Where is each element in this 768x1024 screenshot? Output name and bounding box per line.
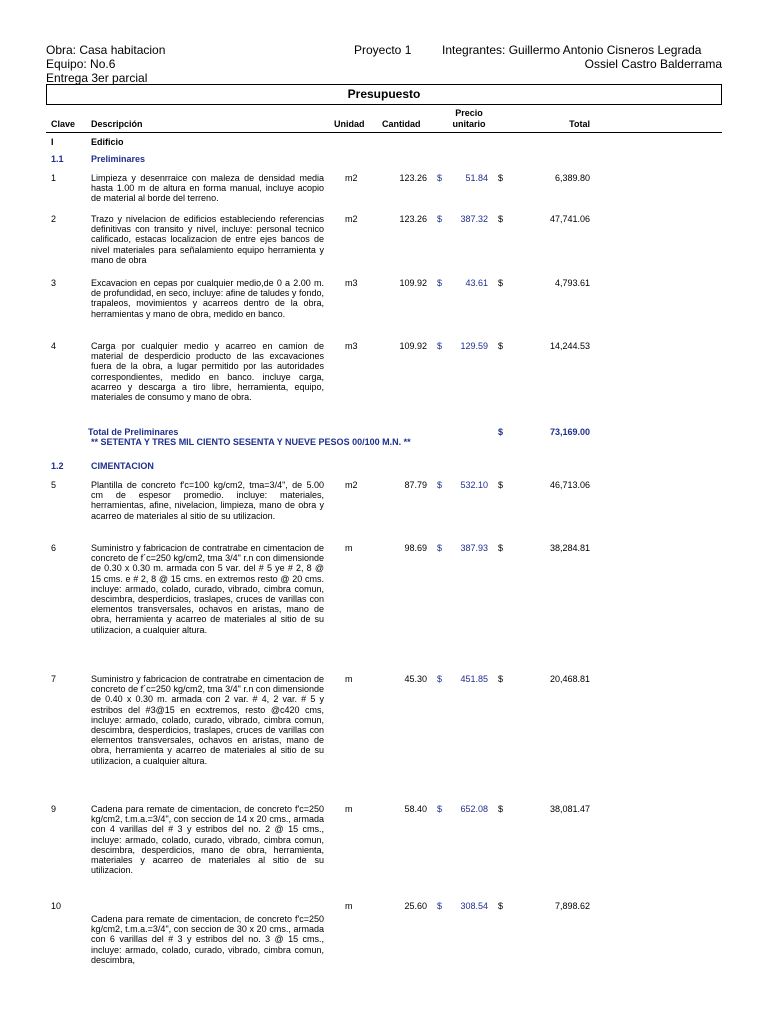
price-currency: $ xyxy=(437,480,443,490)
item-description: Suministro y fabricacion de contratrabe en cimentacion de concreto de f´c=250 kg/cm2, tma 3/4" r.n con dimensionde de 0.30 x 0.30 m. armada con 5 var. del # 5 ye # 2, 8 @ 15 cms. e # 2, 8 @ 15 cms. en extremos resto @ 20 cms. incluye: armado, colado, curado, vibrado, cimbra comun, descimbra, desperdicios, traslapes, cruces de varillas con elementos transversales, ochavos en aristas, mano de obra, herramienta y acarreo de materiales al sitio de su utilizacion, a cualquier altura. xyxy=(91,543,324,635)
sheet-title: Presupuesto xyxy=(347,87,421,101)
total-currency: $ xyxy=(498,674,504,684)
item-description: Trazo y nivelacion de edificios estableciendo referencias definitivas con transito y nivel, incluye: personal tecnico calificado, estacas localizacion de entre ejes bancos de nivel materiales para señalamiento equipo herramienta y mano de obra xyxy=(91,214,324,265)
price-currency: $ xyxy=(437,214,443,224)
item-unidad: m3 xyxy=(345,341,358,351)
total-currency: $ xyxy=(498,543,504,553)
integrante-2-label: Ossiel Castro Balderrama xyxy=(584,57,722,71)
item-total: 38,284.81 xyxy=(549,543,590,553)
section-total-value: 73,169.00 xyxy=(549,427,590,437)
price-currency: $ xyxy=(437,543,443,553)
price-currency: $ xyxy=(437,674,443,684)
item-description: Limpieza y desenrraice con maleza de densidad media hasta 1.00 m de altura en forma manual, incluye acopio de material al borde del terreno. xyxy=(91,173,324,204)
item-precio: 451.85 xyxy=(460,674,488,684)
item-clave: 5 xyxy=(51,480,57,490)
total-currency: $ xyxy=(498,480,504,490)
item-precio: 652.08 xyxy=(460,804,488,814)
item-total: 4,793.61 xyxy=(554,278,590,288)
price-currency: $ xyxy=(437,278,443,288)
item-total: 6,389.80 xyxy=(554,173,590,183)
item-total: 38,081.47 xyxy=(549,804,590,814)
item-unidad: m2 xyxy=(345,214,358,224)
item-precio: 43.61 xyxy=(465,278,488,288)
item-cantidad: 98.69 xyxy=(404,543,427,553)
item-unidad: m xyxy=(345,804,353,814)
item-clave: 10 xyxy=(51,901,62,911)
col-descripcion: Descripción xyxy=(91,119,143,129)
item-cantidad: 25.60 xyxy=(404,901,427,911)
total-currency: $ xyxy=(498,341,504,351)
obra-label: Obra: Casa habitacion xyxy=(46,43,166,57)
group-label: Edificio xyxy=(91,137,124,147)
item-total: 47,741.06 xyxy=(549,214,590,224)
item-precio: 532.10 xyxy=(460,480,488,490)
item-total: 20,468.81 xyxy=(549,674,590,684)
price-currency: $ xyxy=(437,173,443,183)
item-unidad: m xyxy=(345,674,353,684)
item-cantidad: 123.26 xyxy=(399,214,427,224)
integrantes-label: Integrantes: Guillermo Antonio Cisneros Legrada xyxy=(442,43,702,57)
section-total-words: ** SETENTA Y TRES MIL CIENTO SESENTA Y NUEVE PESOS 00/100 M.N. ** xyxy=(91,437,411,447)
equipo-label: Equipo: No.6 xyxy=(46,57,116,71)
price-currency: $ xyxy=(437,901,443,911)
item-total: 7,898.62 xyxy=(554,901,590,911)
item-clave: 2 xyxy=(51,214,57,224)
item-cantidad: 109.92 xyxy=(399,341,427,351)
item-description: Cadena para remate de cimentacion, de concreto f'c=250 kg/cm2, t.m.a.=3/4", con seccion de 30 x 20 cms., armada con 6 varillas del # 3 y estribos del no. 3 @ 15 cms., incluye: armado, colado, curado, vibrado, cimbra comun, descimbra, xyxy=(91,914,324,965)
entrega-label: Entrega 3er parcial xyxy=(46,71,148,85)
section-clave: 1.2 xyxy=(51,461,64,471)
col-cantidad: Cantidad xyxy=(382,119,421,129)
item-clave: 9 xyxy=(51,804,57,814)
group-clave: I xyxy=(51,137,54,147)
item-cantidad: 45.30 xyxy=(404,674,427,684)
item-description: Cadena para remate de cimentacion, de concreto f'c=250 kg/cm2, t.m.a.=3/4", con seccion de 14 x 20 cms., armada con 4 varillas del # 3 y estribos del no. 2 @ 15 cms., incluye: armado, colado, curado, vibrado, cimbra comun, descimbra, desperdicios, mano de obra, herramienta, materiales y acarreo de materiales al sitio de su utilizacion. xyxy=(91,804,324,876)
total-currency: $ xyxy=(498,804,504,814)
item-clave: 6 xyxy=(51,543,57,553)
item-clave: 7 xyxy=(51,674,57,684)
item-clave: 3 xyxy=(51,278,57,288)
item-precio: 129.59 xyxy=(460,341,488,351)
section-title: CIMENTACION xyxy=(91,461,154,471)
header-bottom-rule xyxy=(46,132,722,133)
item-description: Excavacion en cepas por cualquier medio,de 0 a 2.00 m. de profundidad, en seco, incluye: afine de taludes y fondo, trapaleos, movimientos y acarreos dentro de la obra, herramientas y mano de obra, medido en banco. xyxy=(91,278,324,319)
section-total-currency: $ xyxy=(498,427,504,437)
col-precio-line2: unitario xyxy=(452,119,486,129)
section-total-label: Total de Preliminares xyxy=(88,427,179,437)
price-currency: $ xyxy=(437,341,443,351)
item-unidad: m2 xyxy=(345,480,358,490)
price-currency: $ xyxy=(437,804,443,814)
item-description: Carga por cualquier medio y acarreo en camion de material de desperdicio producto de las excavaciones fuera de la obra, a lugar permitido por las autoridades correspondientes, medido en banco. incluye carga, acarreo y descarga a tiro libre, herramienta, equipo, materiales de consumo y mano de obra. xyxy=(91,341,324,403)
item-cantidad: 58.40 xyxy=(404,804,427,814)
col-precio-line1: Precio xyxy=(455,108,483,118)
item-total: 46,713.06 xyxy=(549,480,590,490)
section-title: Preliminares xyxy=(91,154,146,164)
col-clave: Clave xyxy=(51,119,76,129)
col-unidad: Unidad xyxy=(334,119,365,129)
item-cantidad: 87.79 xyxy=(404,480,427,490)
total-currency: $ xyxy=(498,173,504,183)
item-description: Plantilla de concreto f'c=100 kg/cm2, tma=3/4", de 5.00 cm de espesor promedio. incluye: materiales, herramientas, afine, nivelacion, limpieza, mano de obra y acarreo de materiales al sitio de su utilizacion. xyxy=(91,480,324,521)
item-description: Suministro y fabricacion de contratrabe en cimentacion de concreto de f´c=250 kg/cm2, tma 3/4" r.n con dimensionde de 0.40 x 0.30 m. armada con 2 var. # 4, 2 var. # 5 y estribos del #3@15 en ecxtremos, resto @c420 cms, incluye: armado, colado, curado, vibrado, cimbra comun, descimbra, desperdicios, traslapes, cruces de varillas con elementos transversales, ochavos en aristas, mano de obra, herramienta y acarreo de materiales al sitio de su utilizacion, a cualquier altura. xyxy=(91,674,324,766)
item-unidad: m xyxy=(345,901,353,911)
col-total: Total xyxy=(569,119,590,129)
item-precio: 387.32 xyxy=(460,214,488,224)
item-total: 14,244.53 xyxy=(549,341,590,351)
section-clave: 1.1 xyxy=(51,154,64,164)
item-unidad: m3 xyxy=(345,278,358,288)
item-precio: 387.93 xyxy=(460,543,488,553)
title-bottom-rule xyxy=(46,104,722,105)
total-currency: $ xyxy=(498,901,504,911)
item-unidad: m2 xyxy=(345,173,358,183)
item-unidad: m xyxy=(345,543,353,553)
item-clave: 4 xyxy=(51,341,57,351)
title-top-rule xyxy=(46,84,722,85)
proyecto-label: Proyecto 1 xyxy=(354,43,412,57)
item-cantidad: 109.92 xyxy=(399,278,427,288)
item-precio: 51.84 xyxy=(465,173,488,183)
total-currency: $ xyxy=(498,278,504,288)
item-cantidad: 123.26 xyxy=(399,173,427,183)
item-precio: 308.54 xyxy=(460,901,488,911)
item-clave: 1 xyxy=(51,173,57,183)
total-currency: $ xyxy=(498,214,504,224)
